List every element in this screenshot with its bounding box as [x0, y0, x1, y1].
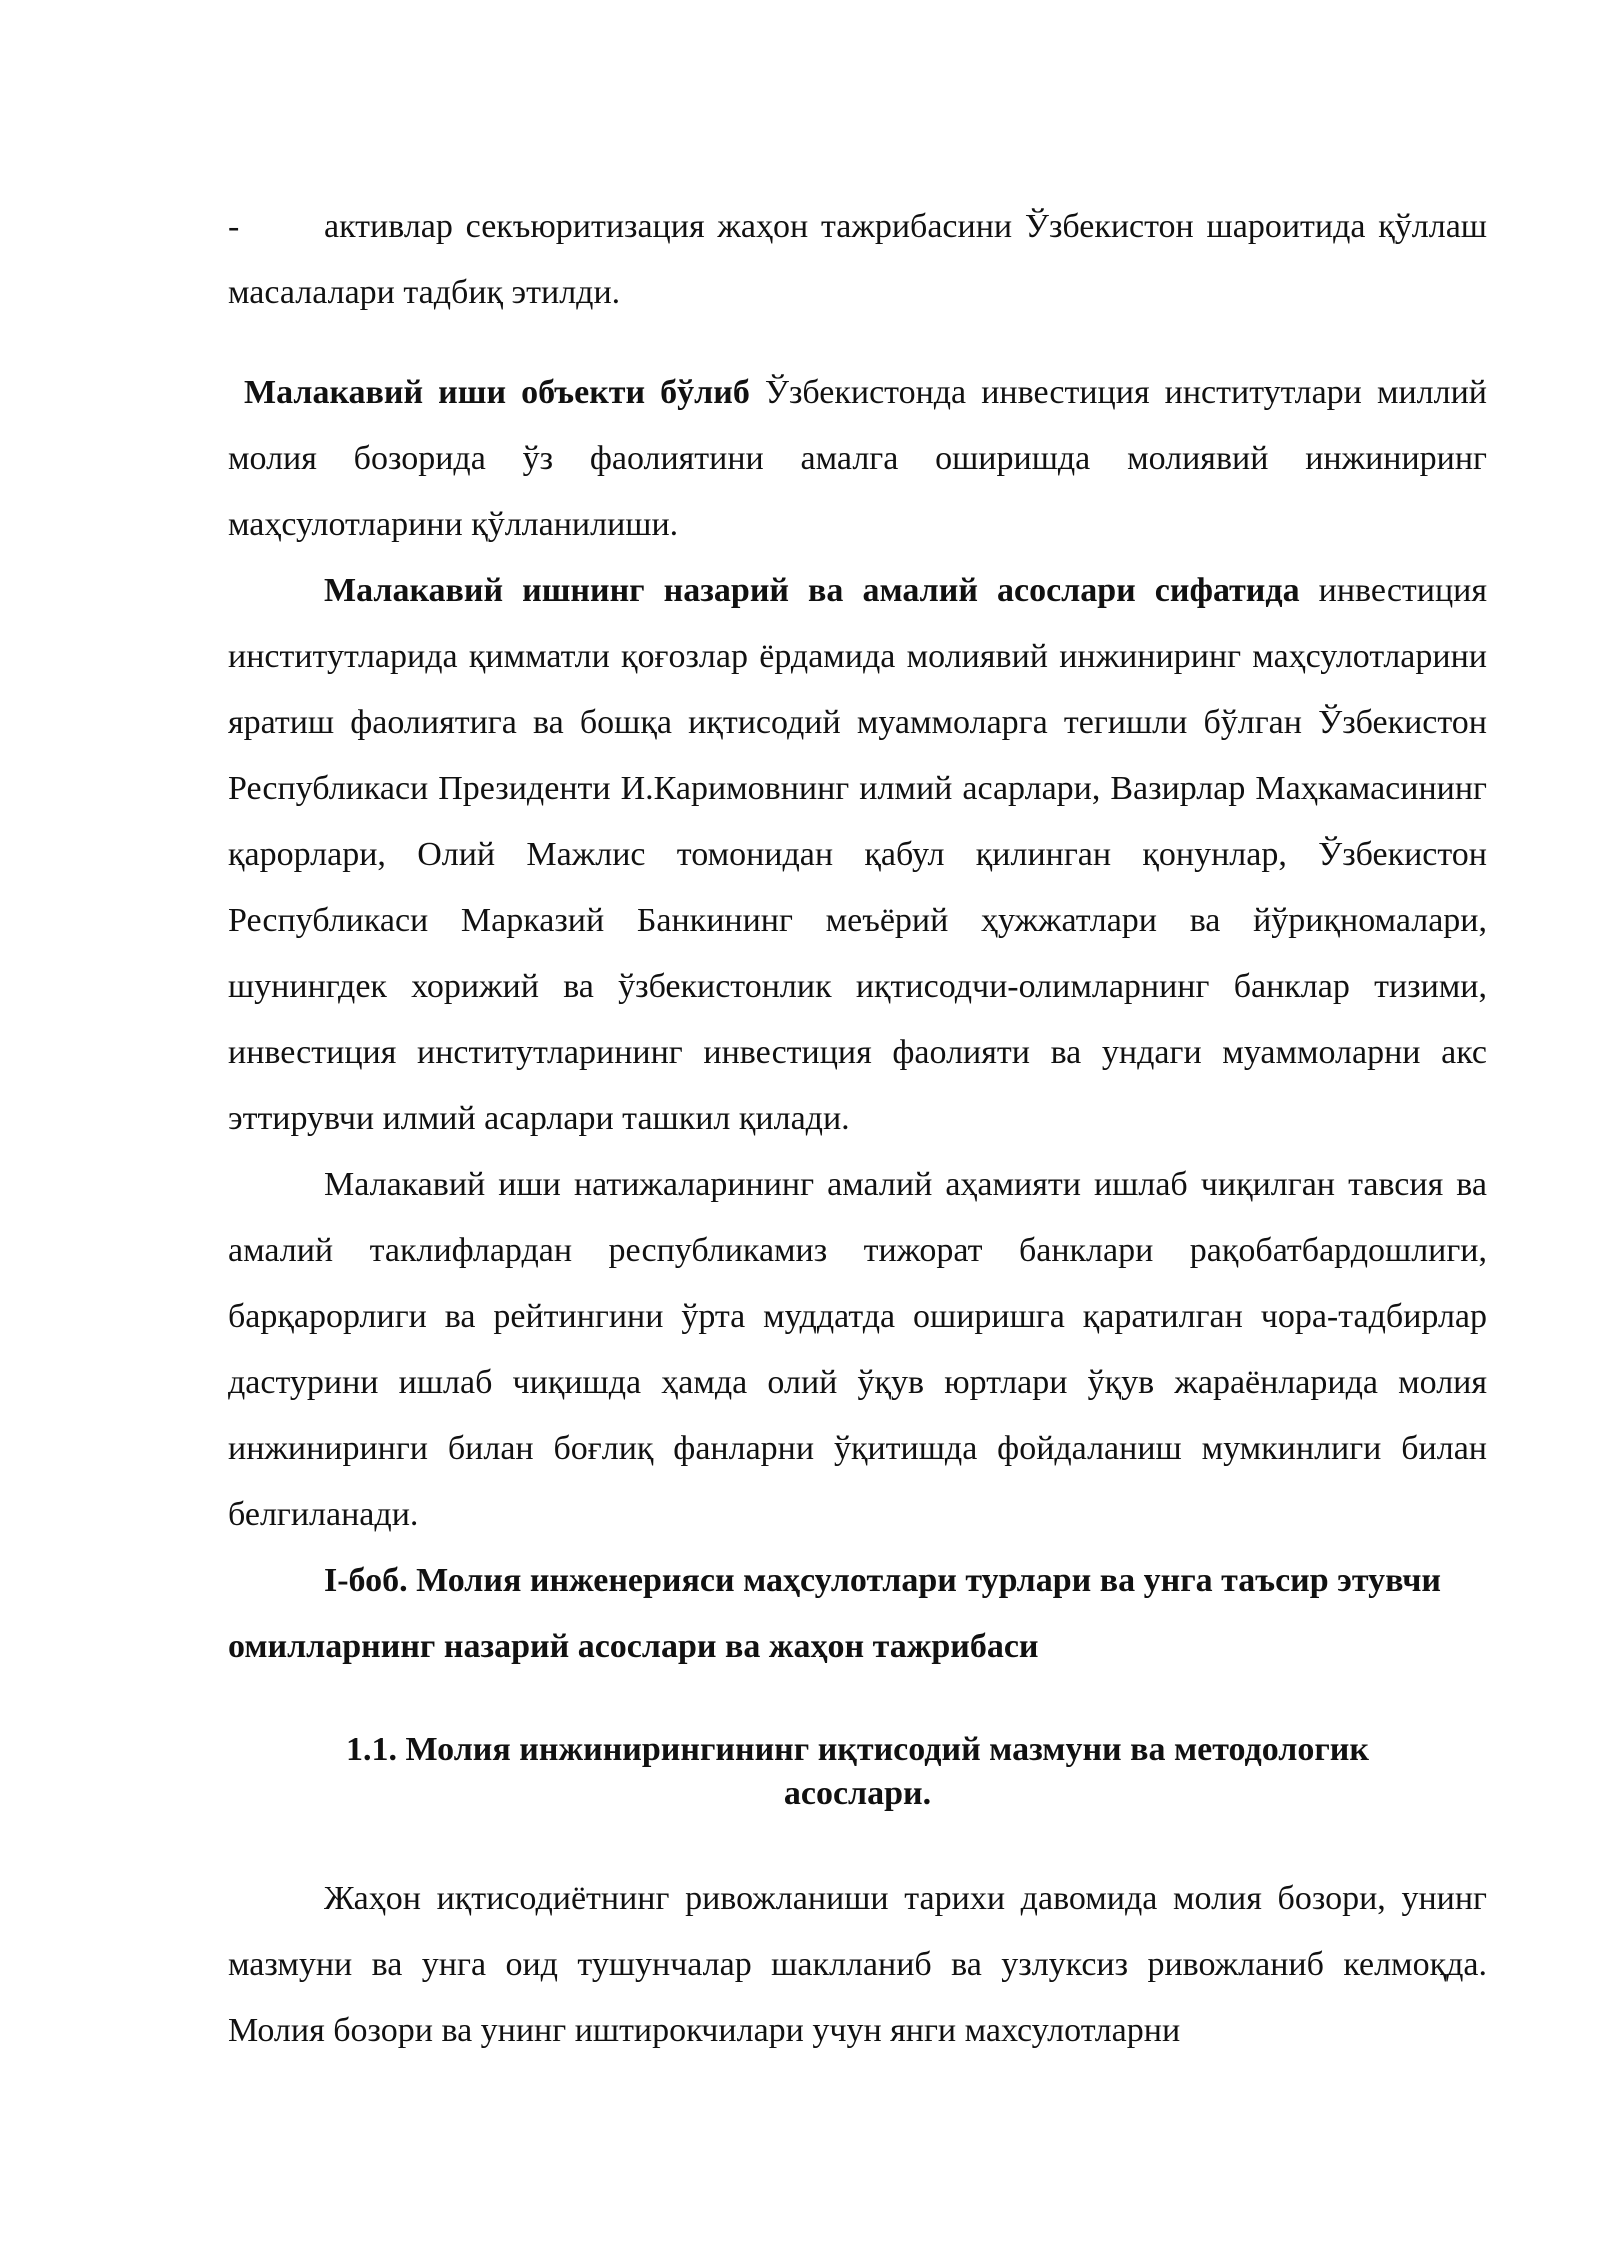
object-paragraph	[228, 360, 1487, 558]
object-bold-lead: Малакавий иши объекти бўлиб	[244, 374, 750, 411]
chapter-heading: I-боб. Молия инженерияси маҳсулотлари турлари ва унга таъсир этувчи омилларнинг назарий асослари ва жаҳон тажрибаси	[228, 1562, 1441, 1665]
section-heading: 1.1. Молия инжинирингининг иқтисодий мазмуни ва методологик асослари.	[346, 1731, 1369, 1812]
intro-paragraph	[228, 1866, 1487, 2064]
significance-text: Малакавий иши натижаларининг амалий аҳамияти ишлаб чиқилган тавсия ва амалий таклифлардан республикамиз тижорат банклари рақобатбардошлиги, барқарорлиги ва рейтингини ўрта муддатда оширишга қаратилган чора-тадбирлар дастурини ишлаб чиқишда ҳамда олий ўқув юртлари ўқув жараёнларида молия инжиниринги билан боғлиқ фанларни ўқитишда фойдаланиш мумкинлиги билан белгиланади.	[228, 1166, 1487, 1533]
basis-paragraph	[228, 558, 1487, 1152]
significance-paragraph	[228, 1152, 1487, 1548]
bullet-item	[228, 194, 1487, 326]
object-text: Ўзбекистонда инвестиция институтлари миллий молия бозорида ўз фаолиятини амалга оширишда молиявий инжиниринг маҳсулотларини қўлланилиши.	[228, 374, 1487, 543]
bullet-marker: -	[228, 208, 240, 245]
bullet-text: активлар секъюритизация жаҳон тажрибасини Ўзбекистон шароитида қўллаш масалалари тадбиқ этилди.	[228, 208, 1487, 311]
basis-bold-lead: Малакавий ишнинг назарий ва амалий асослари сифатида	[324, 572, 1300, 609]
document-page	[228, 160, 1487, 2064]
basis-text: инвестиция институтларида қимматли қоғозлар ёрдамида молиявий инжиниринг маҳсулотларини яратиш фаолиятига ва бошқа иқтисодий муаммоларга тегишли бўлган Ўзбекистон Республикаси Президенти И.Каримовнинг илмий асарлари, Вазирлар Маҳкамасининг қарорлари, Олий Мажлис томонидан қабул қилинган қонунлар, Ўзбекистон Республикаси Марказий Банкининг меъёрий ҳужжатлари ва йўриқномалари, шунингдек хорижий ва ўзбекистонлик иқтисодчи-олимларнинг банклар тизими, инвестиция институтларининг инвестиция фаолияти ва ундаги муаммоларни акс эттирувчи илмий асарлари ташкил қилади.	[228, 572, 1487, 1137]
intro-text: Жаҳон иқтисодиётнинг ривожланиши тарихи давомида молия бозори, унинг мазмуни ва унга оид тушунчалар шаклланиб ва узлуксиз ривожланиб келмоқда. Молия бозори ва унинг иштирокчилари учун янги махсулотларни	[228, 1880, 1487, 2049]
